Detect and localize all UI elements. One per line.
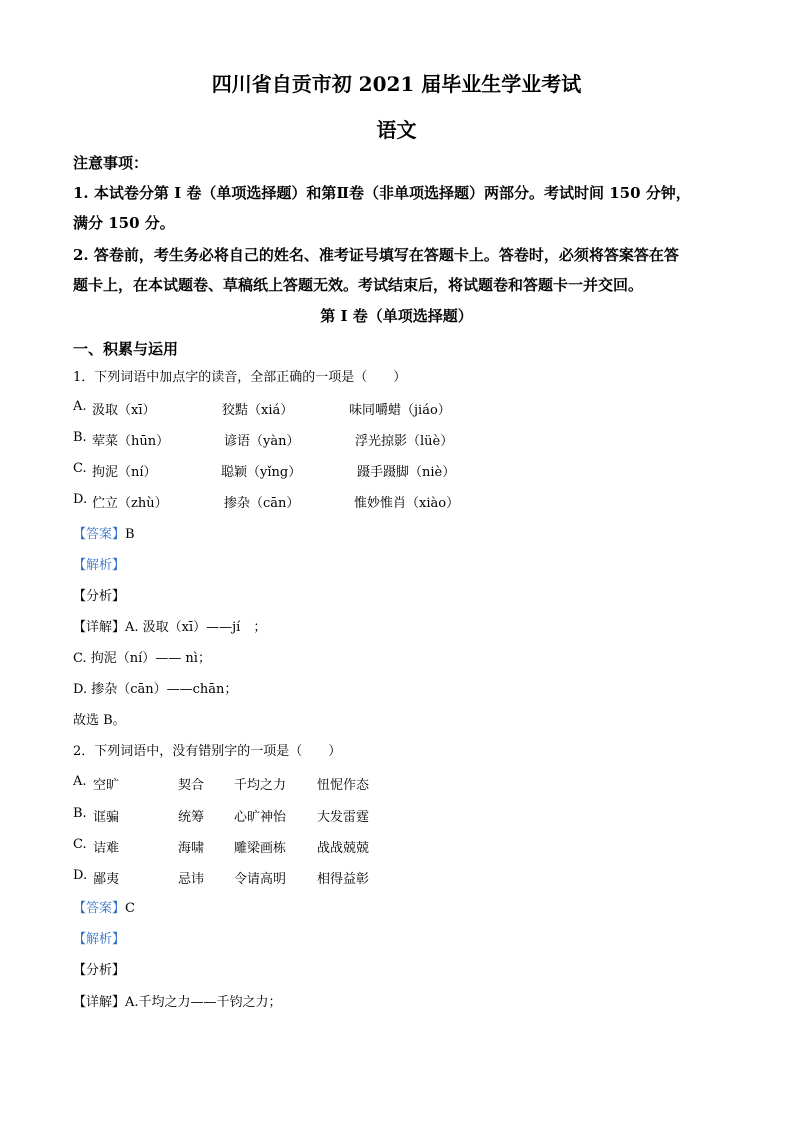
option-word: 忌讳 (178, 872, 205, 887)
option-label: C. (73, 837, 87, 852)
notice-item1-line1: 1. 本试卷分第 I 卷（单项选择题）和第Ⅱ卷（非单项选择题）两部分。考试时间 150 分钟， (73, 184, 691, 202)
q1-detail-2: C. 拘泥（ní）—— nì； (73, 651, 211, 666)
q1-fenxi: 【分析】 (73, 589, 126, 604)
option-label: A. (73, 399, 87, 414)
notice-item1-line2: 满分 150 分。 (73, 214, 175, 232)
exam-title: 四川省自贡市初 2021 届毕业生学业考试 (211, 72, 582, 96)
q1-stem: 1．下列词语中加点字的读音，全部正确的一项是（ ） (73, 370, 407, 385)
option-label: C. (73, 461, 87, 476)
option-word: 诓骗 (93, 810, 120, 825)
answer-value: B (125, 527, 135, 542)
option-word: 聪颖（yǐng） (221, 465, 302, 480)
q2-stem: 2．下列词语中，没有错别字的一项是（ ） (73, 744, 342, 759)
option-word: 拘泥（ní） (92, 465, 157, 480)
answer-value: C (125, 901, 135, 916)
option-label: B. (73, 430, 87, 445)
option-word: 味同嚼蜡（jiáo） (349, 403, 451, 418)
q1-detail-3: D. 掺杂（cān）——chān； (73, 682, 238, 697)
part1-heading: 第 I 卷（单项选择题） (320, 307, 473, 325)
option-label: A. (73, 774, 87, 789)
option-word: 心旷神怡 (234, 810, 287, 825)
option-label: B. (73, 806, 87, 821)
q2-analysis-tag: 【解析】 (73, 932, 126, 947)
q2-fenxi: 【分析】 (73, 963, 126, 978)
option-word: 惟妙惟肖（xiào） (354, 496, 460, 511)
option-word: 令请高明 (234, 872, 287, 887)
option-label: D. (73, 868, 88, 883)
option-word: 浮光掠影（lüè） (355, 434, 454, 449)
q1-conclusion: 故选 B。 (73, 713, 126, 728)
option-word: 狡黠（xiá） (222, 403, 294, 418)
option-word: 空旷 (93, 778, 120, 793)
section1-heading: 一、积累与运用 (73, 340, 179, 358)
option-word: 大发雷霆 (317, 810, 370, 825)
q1-detail-1: 【详解】A. 汲取（xī）——jí ； (73, 620, 267, 635)
option-word: 掺杂（cān） (224, 496, 300, 511)
answer-tag: 【答案】 (73, 527, 126, 542)
option-word: 荤菜（hūn） (92, 434, 170, 449)
option-word: 蹑手蹑脚（niè） (357, 465, 456, 480)
notice-item2-line2: 题卡上，在本试题卷、草稿纸上答题无效。考试结束后，将试题卷和答题卡一并交回。 (73, 276, 644, 294)
notice-item2-line1: 2. 答卷前，考生务必将自己的姓名、准考证号填写在答题卡上。答卷时，必须将答案答在答 (73, 246, 679, 264)
option-word: 千均之力 (234, 778, 287, 793)
option-word: 战战兢兢 (317, 841, 370, 856)
option-word: 相得益彰 (317, 872, 370, 887)
q1-analysis-tag: 【解析】 (73, 558, 126, 573)
answer-tag: 【答案】 (73, 901, 126, 916)
q2-detail-1: 【详解】A.千均之力——千钧之力； (73, 995, 282, 1010)
option-word: 忸怩作态 (317, 778, 370, 793)
option-word: 谚语（yàn） (224, 434, 300, 449)
q1-answer (73, 526, 135, 544)
option-word: 海啸 (178, 841, 205, 856)
option-word: 汲取（xī） (92, 403, 156, 418)
option-word: 统筹 (178, 810, 205, 825)
option-word: 鄙夷 (93, 872, 120, 887)
option-word: 雕梁画栋 (234, 841, 287, 856)
q2-answer (73, 900, 135, 918)
option-word: 伫立（zhù） (92, 496, 168, 511)
notice-heading: 注意事项： (73, 154, 149, 172)
option-word: 契合 (178, 778, 205, 793)
subject-title: 语文 (376, 118, 417, 142)
option-label: D. (73, 492, 88, 507)
option-word: 诘难 (93, 841, 120, 856)
